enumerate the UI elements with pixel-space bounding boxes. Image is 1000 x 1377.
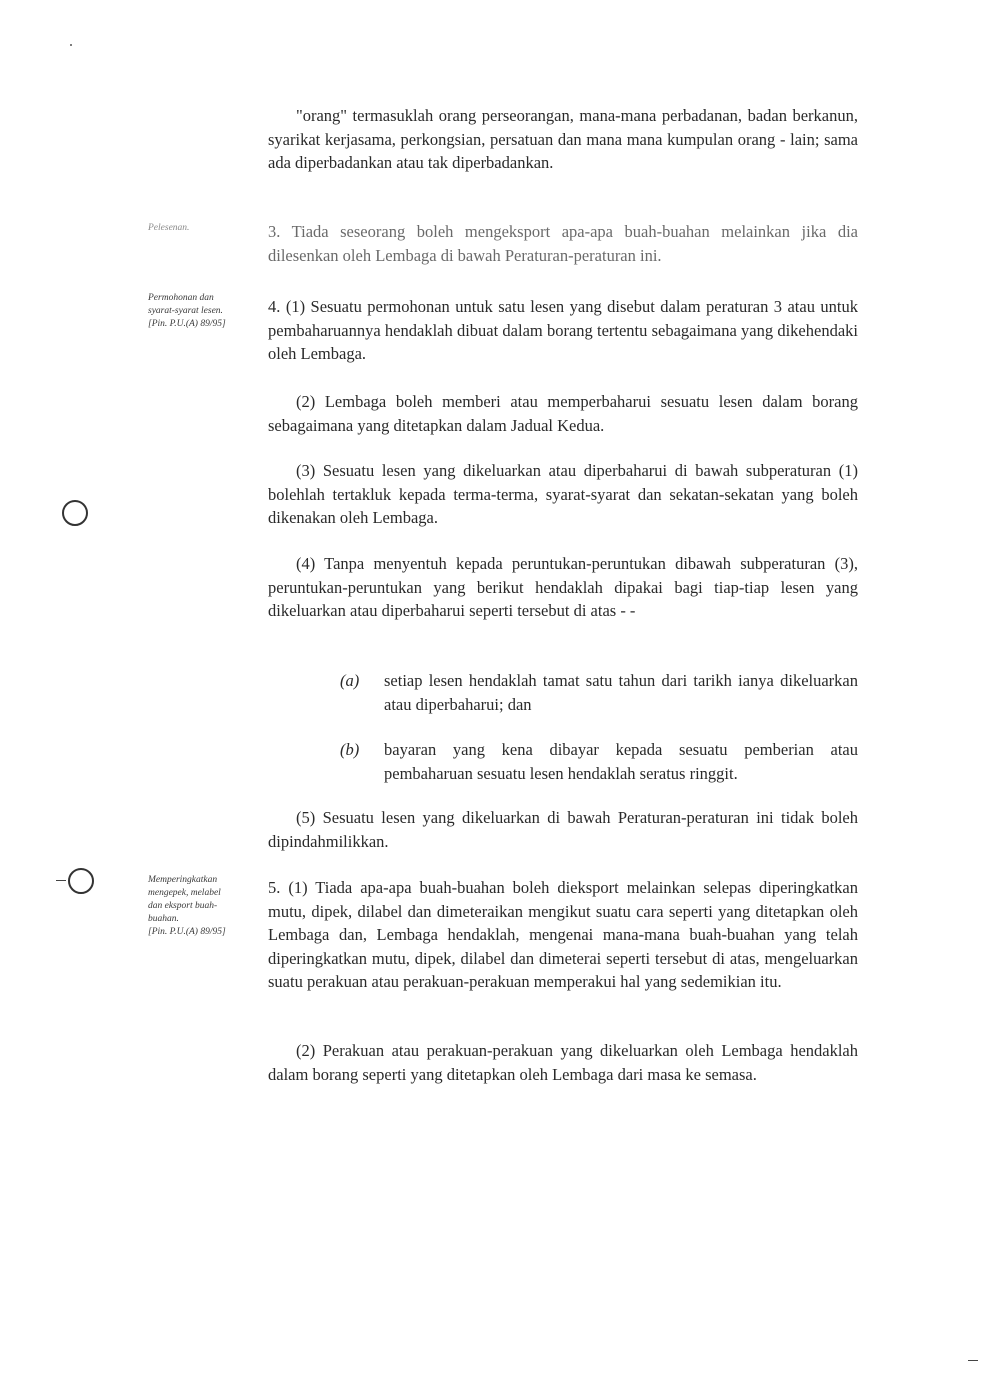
regulation-4-1: 4. (1) Sesuatu permohonan untuk satu lesen yang disebut dalam peraturan 3 atau untuk pembaharuannya hendaklah dibuat dalam borang tertentu sebagaimana yang dikehendaki oleh Lembaga. — [268, 297, 858, 363]
regulation-5-1: 5. (1) Tiada apa-apa buah-buahan boleh dieksport melainkan selepas diperingkatkan mutu, dipek, dilabel dan dimeteraikan mengikut suatu cara seperti yang ditetapkan oleh Lembaga dan, Lembaga hendaklah, mengenai mana-mana buah-buahan yang telah diperingkatkan mutu, dipek, dilabel dan dimeterai seperti tersebut di atas, mengeluarkan suatu perakuan atau perakuan-perakuan memperakui hal yang sedemikian itu. — [268, 878, 858, 991]
margin-note-grading-ref: [Pin. P.U.(A) 89/95] — [148, 927, 226, 937]
punch-hole-bottom — [68, 868, 94, 894]
regulation-4-3: (3) Sesuatu lesen yang dikeluarkan atau diperbaharui di bawah subperaturan (1) bolehlah tertakluk kepada terma-terma, syarat-syarat dan sekatan-sekatan yang boleh dikenakan oleh Lembaga. — [268, 461, 858, 527]
regulation-4-2: (2) Lembaga boleh memberi atau memperbaharui sesuatu lesen dalam borang sebagaimana yang ditetapkan dalam Jadual Kedua. — [268, 392, 858, 435]
punch-hole-tick — [56, 880, 66, 881]
scan-speck — [70, 44, 72, 46]
regulation-4-4: (4) Tanpa menyentuh kepada peruntukan-peruntukan dibawah subperaturan (3), peruntukan-peruntukan yang berikut hendaklah dipakai bagi tiap-tiap lesen yang dikeluarkan atau diperbaharui seperti tersebut di atas - - — [268, 554, 858, 620]
list-item-label: (a) — [340, 671, 360, 690]
list-item-b — [340, 738, 858, 785]
margin-note-grading — [148, 874, 234, 939]
margin-note-application — [148, 292, 234, 331]
list-item-a — [340, 669, 858, 716]
regulation-4-5: (5) Sesuatu lesen yang dikeluarkan di bawah Peraturan-peraturan ini tidak boleh dipindahmilikkan. — [268, 808, 858, 851]
regulation-5-2: (2) Perakuan atau perakuan-perakuan yang dikeluarkan oleh Lembaga hendaklah dalam borang seperti yang ditetapkan oleh Lembaga dari masa ke semasa. — [268, 1041, 858, 1084]
margin-note-application-title: Permohonan dan syarat-syarat lesen. — [148, 293, 223, 316]
list-item-label: (b) — [340, 740, 360, 759]
margin-note-grading-title: Memperingkatkan mengepek, melabel dan eksport buah-buahan. — [148, 875, 221, 924]
list-item-text: bayaran yang kena dibayar kepada sesuatu pemberian atau pembaharuan sesuatu lesen hendaklah seratus ringgit. — [384, 740, 858, 783]
regulation-3: 3. Tiada seseorang boleh mengeksport apa-apa buah-buahan melainkan jika dia dilesenkan oleh Lembaga di bawah Peraturan-peraturan ini. — [268, 222, 858, 265]
margin-note-application-ref: [Pin. P.U.(A) 89/95] — [148, 319, 226, 329]
punch-hole-top — [62, 500, 88, 526]
margin-note-licensing: Pelesenan. — [148, 223, 190, 233]
list-item-text: setiap lesen hendaklah tamat satu tahun dari tarikh ianya dikeluarkan atau diperbaharui; dan — [384, 671, 858, 714]
definition-orang: "orang" termasuklah orang perseorangan, mana-mana perbadanan, badan berkanun, syarikat kerjasama, perkongsian, persatuan dan mana mana kumpulan orang - lain; sama ada diperbadankan atau tak diperbadankan. — [268, 106, 858, 172]
corner-tick — [968, 1360, 978, 1361]
